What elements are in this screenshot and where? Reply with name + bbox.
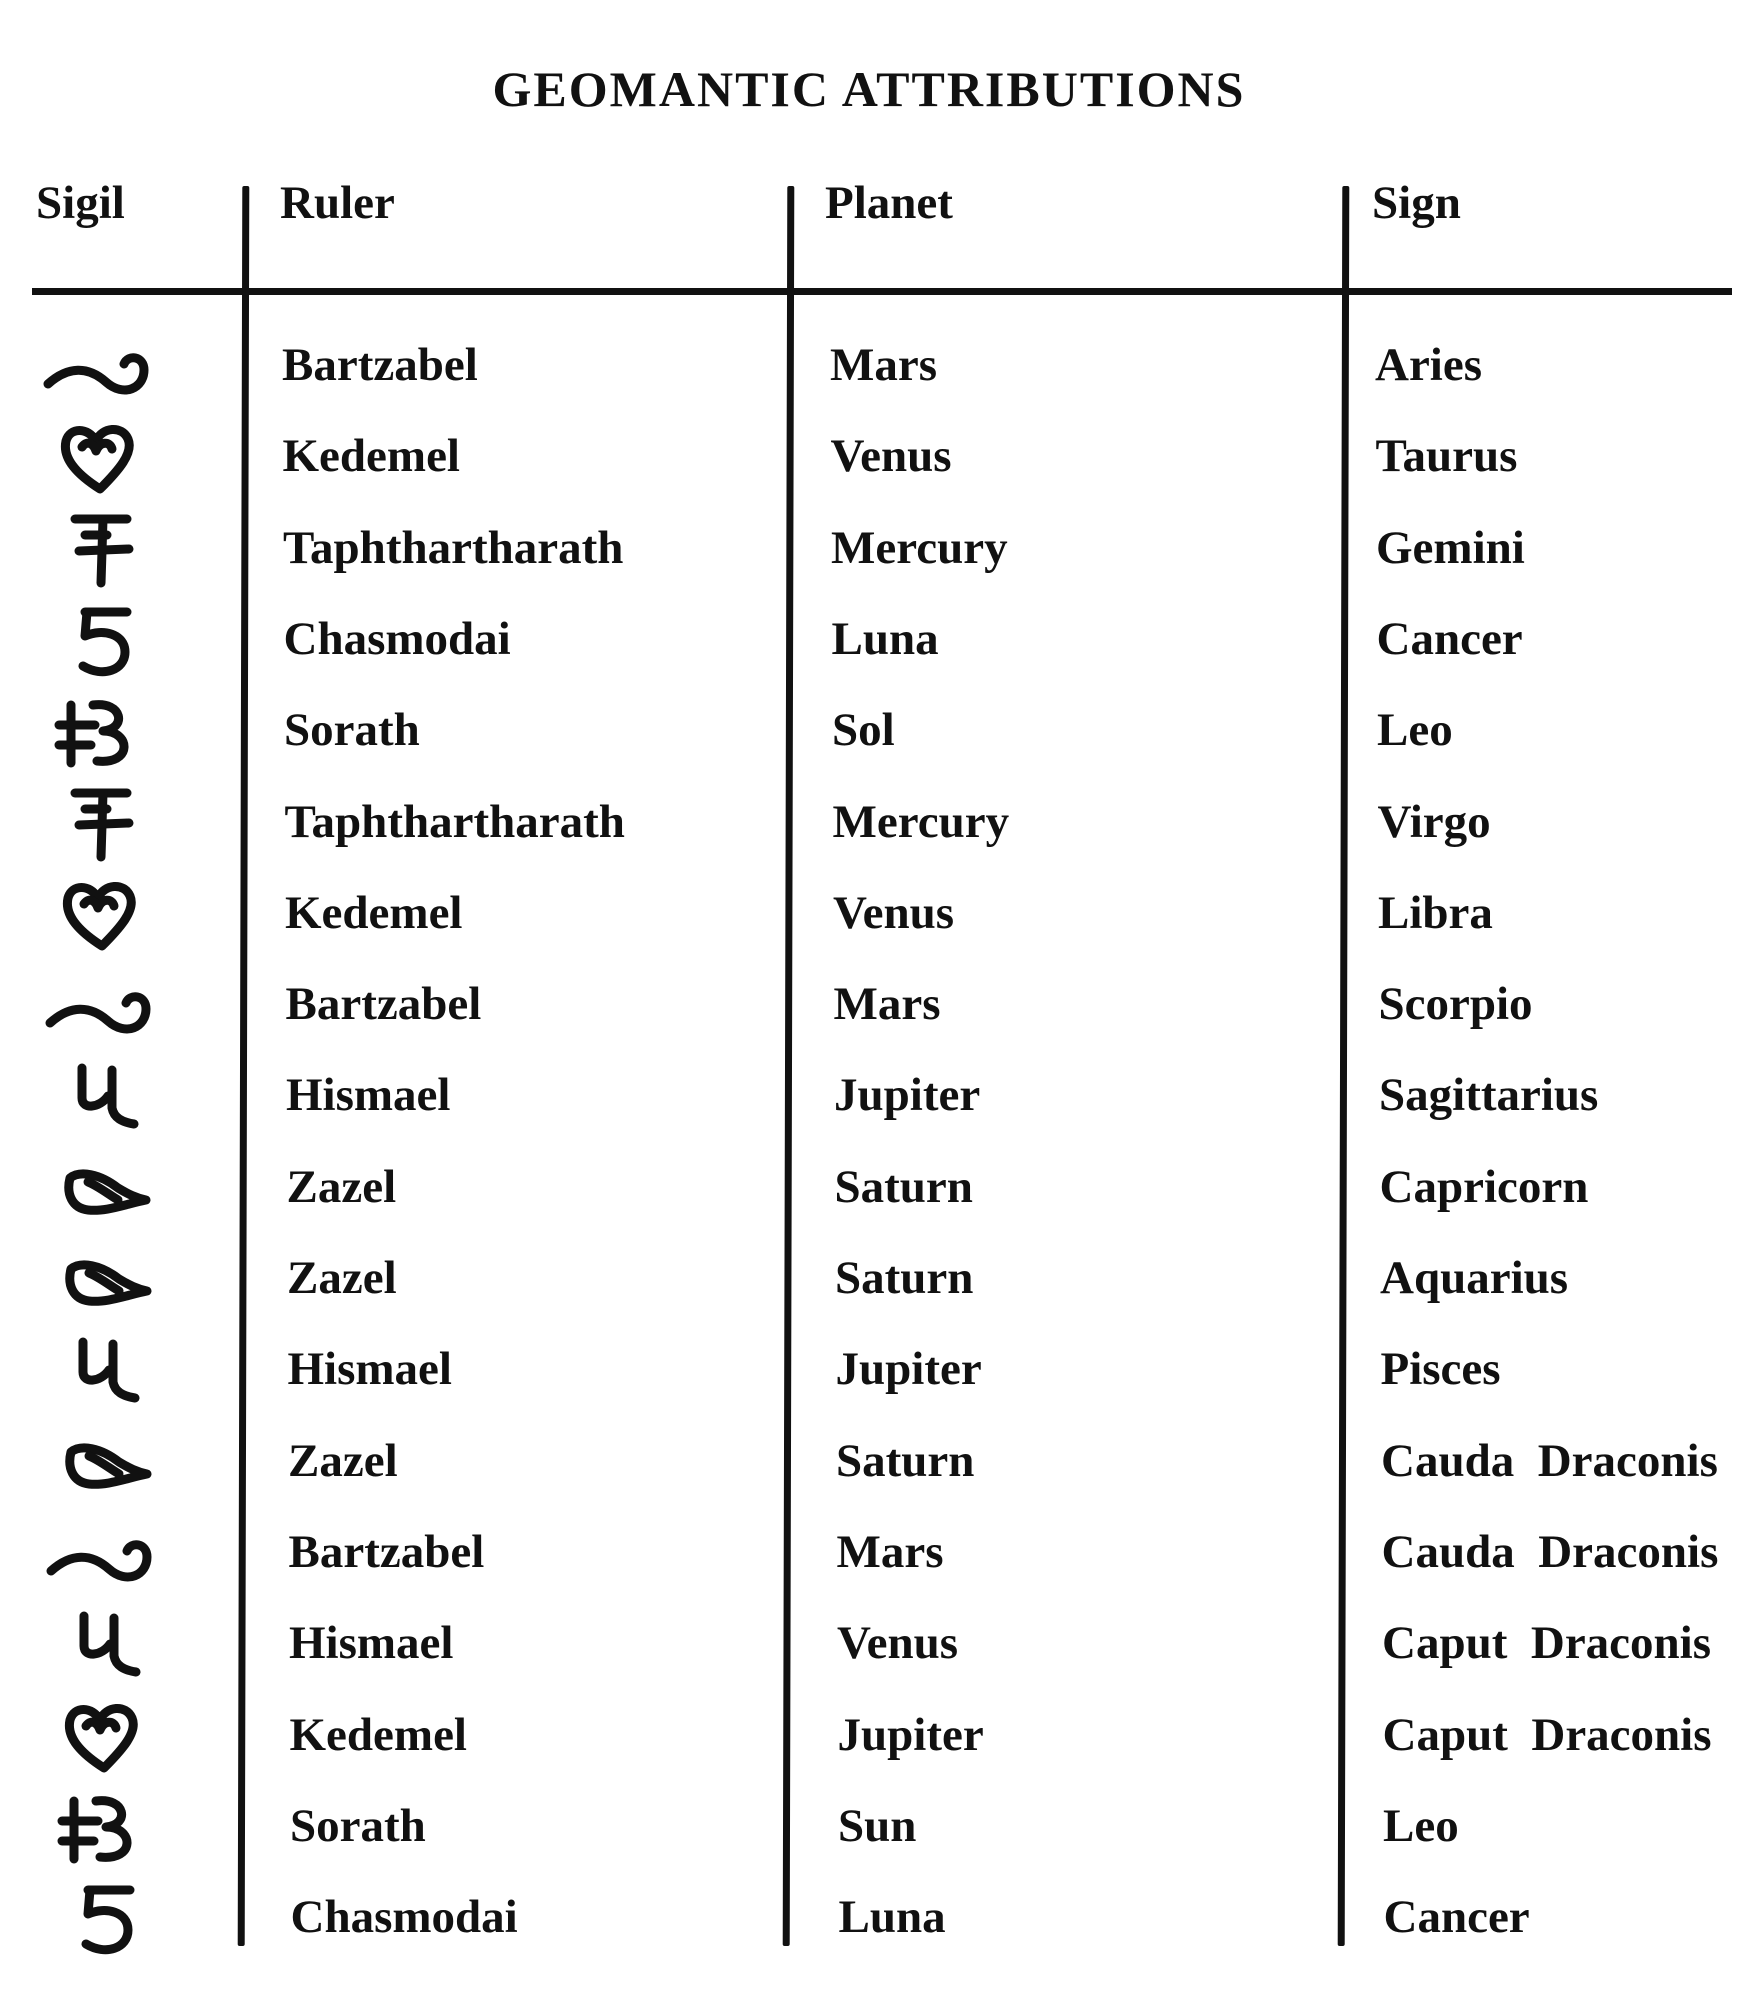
taphthartharath-sigil-icon	[41, 783, 161, 863]
bartzabel-sigil-icon	[42, 965, 162, 1045]
table-cell-sign: Leo	[1383, 1799, 1459, 1852]
table-cell-sign: Gemini	[1376, 521, 1525, 574]
table-cell-ruler: Taphthartharath	[283, 521, 624, 574]
page-title: GEOMANTIC ATTRIBUTIONS	[492, 61, 1246, 117]
sorath-sigil-icon	[44, 1787, 164, 1867]
table-cell-sign: Cancer	[1376, 612, 1523, 665]
table-cell-ruler: Hismael	[286, 1069, 451, 1122]
table-cell-ruler: Zazel	[286, 1160, 397, 1213]
table-cell-planet: Mercury	[831, 521, 1008, 574]
table-cell-sign: Aquarius	[1380, 1252, 1569, 1304]
table-cell-planet: Saturn	[834, 1160, 973, 1213]
column-header-ruler: Ruler	[280, 177, 395, 229]
table-cell-planet: Venus	[830, 430, 952, 483]
table-cell-planet: Mars	[836, 1525, 944, 1578]
hismael-sigil-icon	[44, 1604, 164, 1684]
table-cell-sign: Caput Draconis	[1382, 1617, 1712, 1670]
table-cell-ruler: Bartzabel	[285, 978, 482, 1031]
header-divider	[32, 288, 1732, 295]
table-cell-ruler: Taphthartharath	[284, 795, 625, 848]
table-cell-planet: Mars	[830, 339, 938, 391]
table-cell-sign: Taurus	[1375, 430, 1518, 483]
column-divider-ruler	[238, 186, 250, 1946]
table-cell-ruler: Zazel	[288, 1434, 398, 1487]
table-cell-planet: Luna	[838, 1891, 946, 1944]
hismael-sigil-icon	[42, 1056, 162, 1136]
table-cell-ruler: Zazel	[287, 1252, 397, 1304]
table-cell-sign: Leo	[1377, 704, 1453, 757]
table-cell-planet: Jupiter	[837, 1708, 984, 1761]
hismael-sigil-icon	[43, 1330, 163, 1410]
table-cell-sign: Cancer	[1383, 1891, 1530, 1944]
kedemel-sigil-icon	[44, 1696, 164, 1776]
table-cell-sign: Scorpio	[1378, 978, 1533, 1031]
table-cell-sign: Caput Draconis	[1382, 1708, 1712, 1761]
table-cell-planet: Mars	[833, 978, 941, 1031]
table-cell-planet: Venus	[833, 886, 955, 939]
table-cell-sign: Aries	[1375, 339, 1483, 391]
bartzabel-sigil-icon	[40, 326, 160, 406]
table-cell-ruler: Chasmodai	[290, 1891, 518, 1944]
kedemel-sigil-icon	[40, 417, 160, 497]
column-header-planet: Planet	[825, 177, 953, 229]
taphthartharath-sigil-icon	[41, 509, 161, 589]
table-cell-ruler: Kedemel	[289, 1708, 467, 1761]
table-cell-sign: Cauda Draconis	[1381, 1525, 1719, 1578]
table-cell-planet: Jupiter	[834, 1069, 981, 1122]
column-divider-sign	[1338, 186, 1350, 1946]
table-cell-ruler: Sorath	[284, 704, 420, 757]
table-cell-planet: Sol	[832, 704, 895, 757]
table-cell-planet: Saturn	[835, 1252, 974, 1304]
kedemel-sigil-icon	[42, 874, 162, 954]
table-cell-ruler: Hismael	[287, 1343, 452, 1396]
table-cell-sign: Capricorn	[1379, 1160, 1589, 1213]
table-cell-sign: Pisces	[1380, 1343, 1501, 1396]
table-cell-ruler: Sorath	[290, 1799, 426, 1852]
column-header-sign: Sign	[1372, 177, 1461, 229]
table-cell-planet: Sun	[838, 1799, 917, 1852]
table-cell-ruler: Bartzabel	[282, 339, 478, 391]
table-cell-sign: Libra	[1378, 886, 1493, 939]
table-cell-ruler: Kedemel	[285, 886, 463, 939]
zazel-sigil-icon	[42, 1148, 162, 1228]
table-cell-ruler: Chasmodai	[283, 612, 511, 665]
chasmodai-sigil-icon	[41, 600, 161, 680]
table-cell-sign: Sagittarius	[1379, 1069, 1599, 1122]
table-cell-planet: Mercury	[832, 795, 1010, 848]
chasmodai-sigil-icon	[44, 1878, 164, 1958]
table-cell-ruler: Hismael	[289, 1617, 454, 1670]
table-cell-planet: Luna	[831, 612, 939, 665]
column-divider-planet	[783, 186, 795, 1946]
table-cell-sign: Virgo	[1377, 795, 1491, 848]
table-cell-planet: Venus	[837, 1617, 959, 1670]
table-cell-planet: Jupiter	[835, 1343, 982, 1396]
table-cell-sign: Cauda Draconis	[1381, 1434, 1718, 1487]
table-cell-ruler: Kedemel	[282, 430, 460, 483]
table-cell-ruler: Bartzabel	[288, 1525, 485, 1578]
zazel-sigil-icon	[43, 1422, 163, 1502]
bartzabel-sigil-icon	[43, 1513, 163, 1593]
sorath-sigil-icon	[41, 691, 161, 771]
zazel-sigil-icon	[43, 1239, 163, 1319]
table-cell-planet: Saturn	[836, 1434, 975, 1487]
column-header-sigil: Sigil	[36, 177, 125, 229]
